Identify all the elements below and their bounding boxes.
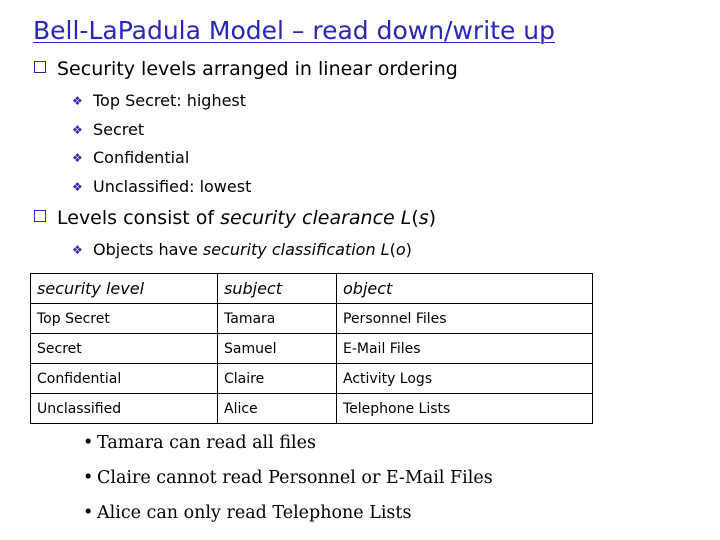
diamond-bullet-icon: ❖ <box>72 151 83 165</box>
table-cell: Claire <box>218 364 337 394</box>
dot-bullet-icon: • <box>83 468 94 488</box>
header-security-level: security level <box>31 274 218 304</box>
note-item: • Alice can only read Telephone Lists <box>83 503 412 523</box>
bullet-security-levels: Security levels arranged in linear ordering <box>34 58 458 80</box>
diamond-bullet-icon: ❖ <box>72 180 83 194</box>
table-cell: Confidential <box>31 364 218 394</box>
table-cell: Alice <box>218 394 337 424</box>
table-row <box>31 334 593 364</box>
dot-bullet-icon: • <box>83 433 94 453</box>
diamond-bullet-icon: ❖ <box>72 123 83 137</box>
sub-bullet-objects: ❖ Objects have security classification L(o) <box>72 240 412 259</box>
note-item: • Claire cannot read Personnel or E-Mail Files <box>83 468 493 488</box>
table-cell: Unclassified <box>31 394 218 424</box>
table-cell: Top Secret <box>31 304 218 334</box>
bullet-levels-consist: Levels consist of security clearance L(s) <box>34 207 436 229</box>
dot-bullet-icon: • <box>83 503 94 523</box>
table-cell: Secret <box>31 334 218 364</box>
slide-title: Bell-LaPadula Model – read down/write up <box>33 16 555 45</box>
table-cell: Telephone Lists <box>337 394 593 424</box>
sub-bullet-unclassified: ❖ Unclassified: lowest <box>72 177 252 196</box>
table-cell: Samuel <box>218 334 337 364</box>
security-table <box>30 273 593 424</box>
table-cell: E-Mail Files <box>337 334 593 364</box>
table-row <box>31 304 593 334</box>
square-bullet-icon <box>34 61 46 73</box>
table-row <box>31 364 593 394</box>
header-object: object <box>337 274 593 304</box>
square-bullet-icon <box>34 210 46 222</box>
sub-bullet-top-secret: ❖ Top Secret: highest <box>72 91 247 110</box>
header-subject: subject <box>218 274 337 304</box>
sub-bullet-secret: ❖ Secret <box>72 120 145 139</box>
table-cell: Activity Logs <box>337 364 593 394</box>
diamond-bullet-icon: ❖ <box>72 94 83 108</box>
sub-bullet-confidential: ❖ Confidential <box>72 148 190 167</box>
table-cell: Tamara <box>218 304 337 334</box>
diamond-bullet-icon: ❖ <box>72 243 83 257</box>
table-cell: Personnel Files <box>337 304 593 334</box>
table-header-row <box>31 274 593 304</box>
note-item: • Tamara can read all files <box>83 433 316 453</box>
table-row <box>31 394 593 424</box>
